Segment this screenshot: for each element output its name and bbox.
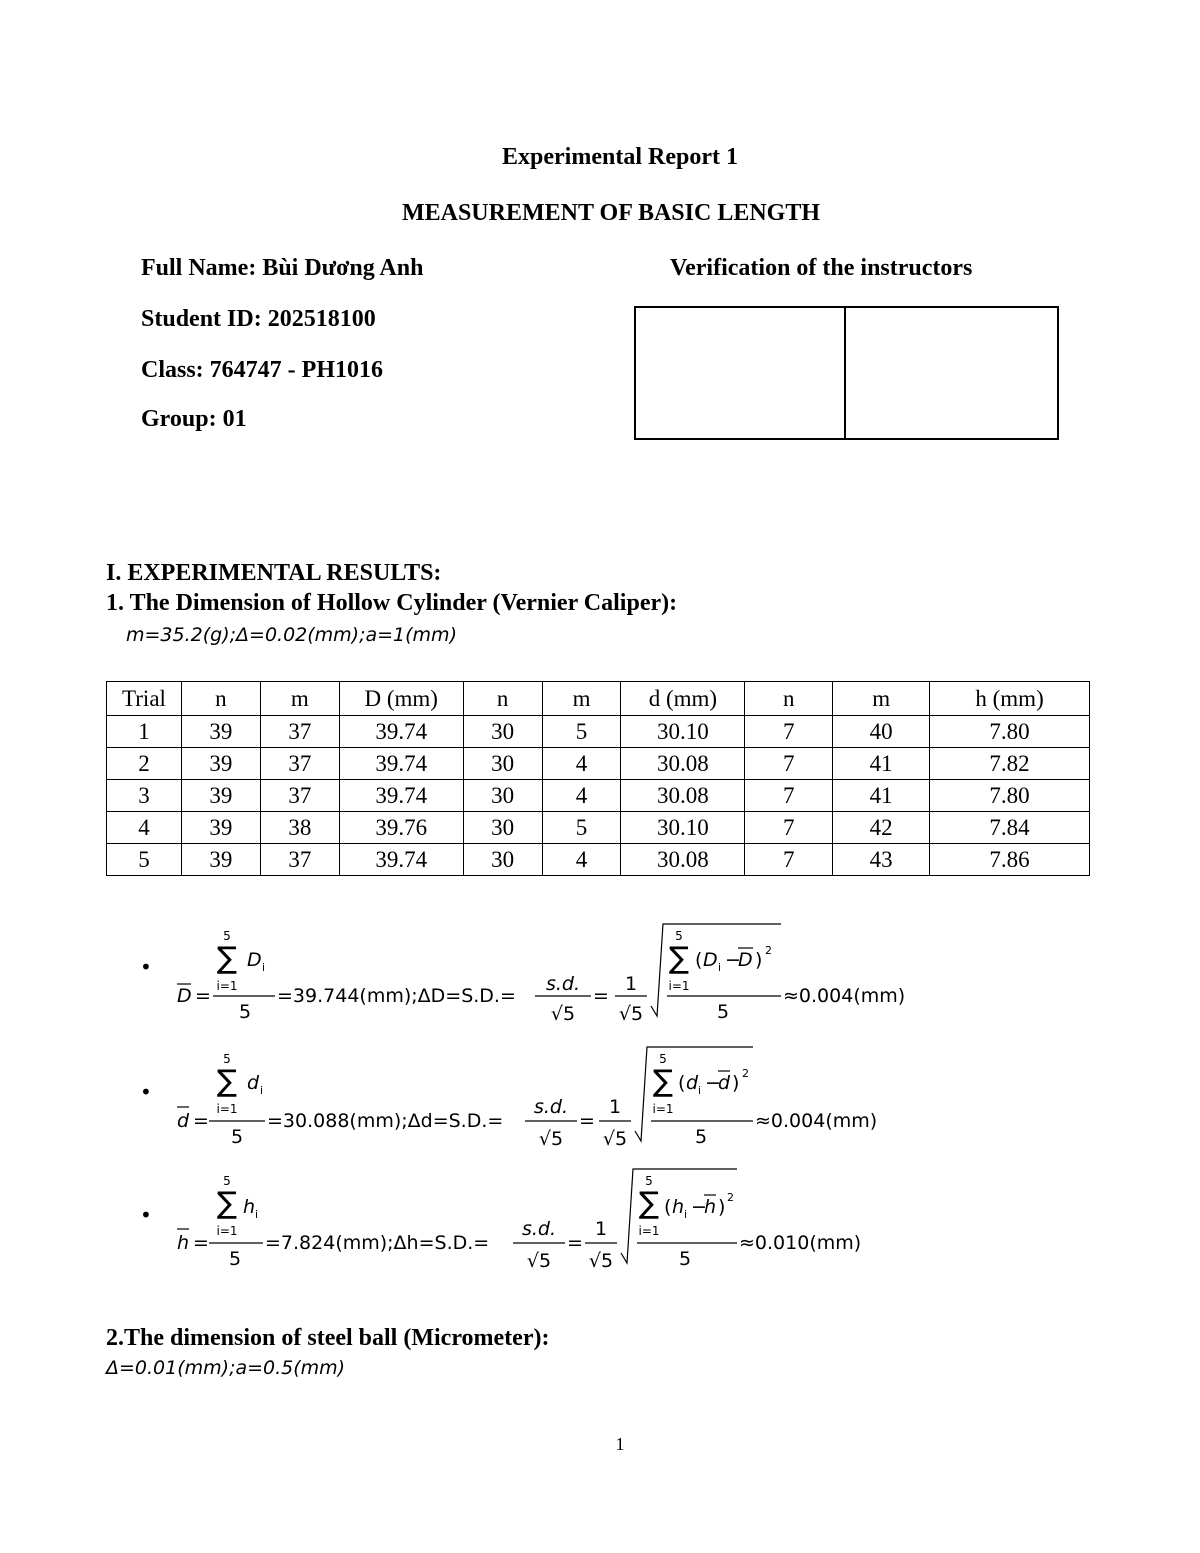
- inner-square: 2: [742, 1067, 749, 1080]
- inner-mean-var: D: [738, 949, 753, 971]
- verification-box: [634, 306, 1059, 440]
- inner-sum-sign-icon: ∑: [652, 1064, 674, 1099]
- part1-params: m=35.2(g);Δ=0.02(mm);a=1(mm): [126, 624, 457, 646]
- report-subtitle: MEASUREMENT OF BASIC LENGTH: [401, 200, 821, 226]
- table-cell: 39.74: [339, 716, 463, 748]
- header-outer-diameter: D (mm): [339, 682, 463, 716]
- inner-index: i: [684, 1208, 688, 1221]
- table-cell: 39: [181, 844, 260, 876]
- one-numerator: 1: [608, 1096, 622, 1118]
- denominator: 5: [228, 1248, 242, 1270]
- table-cell: 30: [463, 748, 542, 780]
- sqrt5-denominator: √5: [526, 1250, 552, 1272]
- table-cell: 5: [107, 844, 182, 876]
- full-name: Full Name: Bùi Dương Anh: [141, 255, 424, 281]
- header-trial: Trial: [107, 682, 182, 716]
- part2-params: Δ=0.01(mm);a=0.5(mm): [106, 1357, 346, 1379]
- sqrt5-denominator: √5: [538, 1128, 564, 1150]
- inner-paren-open: (: [678, 1072, 686, 1094]
- table-cell: 7.80: [930, 780, 1090, 812]
- table-cell: 30.08: [621, 844, 745, 876]
- table-row: [107, 748, 1090, 780]
- verification-cell-left: [636, 308, 846, 438]
- sum-bottom: i=1: [216, 1224, 238, 1238]
- mean-result: =30.088(mm);Δd=S.D.=: [267, 1110, 504, 1132]
- measurement-table: [106, 681, 1090, 876]
- sqrt5-denominator-2: √5: [602, 1128, 628, 1150]
- mean-var: D: [177, 985, 192, 1007]
- mean-result: =7.824(mm);Δh=S.D.=: [265, 1232, 490, 1254]
- student-id: Student ID: 202518100: [141, 306, 376, 332]
- equals-sign: =: [193, 1232, 209, 1254]
- sum-term-var: D: [247, 949, 262, 971]
- part1-heading: 1. The Dimension of Hollow Cylinder (Vernier Caliper):: [106, 590, 678, 616]
- table-cell: 2: [107, 748, 182, 780]
- table-cell: 39: [181, 812, 260, 844]
- table-cell: 30.10: [621, 716, 745, 748]
- sd-numerator: s.d.: [545, 973, 581, 995]
- table-cell: 4: [107, 812, 182, 844]
- sum-sign-icon: ∑: [216, 1186, 238, 1221]
- inner-minus: −: [725, 949, 741, 971]
- table-cell: 42: [833, 812, 930, 844]
- header-n-h: n: [745, 682, 833, 716]
- part2-heading: 2.The dimension of steel ball (Micrometer):: [106, 1325, 550, 1351]
- inner-square: 2: [727, 1191, 734, 1204]
- verification-label: Verification of the instructors: [670, 255, 973, 281]
- table-header-row: [107, 682, 1090, 716]
- table-cell: 30.08: [621, 780, 745, 812]
- delta-result: ≈0.004(mm): [783, 985, 906, 1007]
- sum-bottom: i=1: [216, 1102, 238, 1116]
- inner-paren-close: ): [732, 1072, 740, 1094]
- table-cell: 39.74: [339, 844, 463, 876]
- table-cell: 4: [542, 844, 621, 876]
- group-info: Group: 01: [141, 406, 247, 432]
- table-cell: 30.10: [621, 812, 745, 844]
- table-row: [107, 780, 1090, 812]
- inner-square: 2: [765, 944, 772, 957]
- table-cell: 43: [833, 844, 930, 876]
- equals-sign-2: =: [579, 1110, 595, 1132]
- table-cell: 30: [463, 780, 542, 812]
- section-heading: I. EXPERIMENTAL RESULTS:: [106, 560, 442, 586]
- inner-sum-bottom: i=1: [652, 1102, 674, 1116]
- header-m-inner: m: [542, 682, 621, 716]
- table-cell: 5: [542, 716, 621, 748]
- equals-sign-2: =: [593, 985, 609, 1007]
- inner-denominator: 5: [694, 1126, 708, 1148]
- page-number: 1: [615, 1434, 625, 1454]
- inner-var: h: [672, 1196, 685, 1218]
- header-m-d: m: [260, 682, 339, 716]
- verification-cell-right: [846, 308, 1057, 438]
- table-cell: 38: [260, 812, 339, 844]
- table-cell: 30.08: [621, 748, 745, 780]
- table-cell: 3: [107, 780, 182, 812]
- formula-height: [175, 1165, 955, 1275]
- inner-sum-bottom: i=1: [638, 1224, 660, 1238]
- table-cell: 39.74: [339, 748, 463, 780]
- sum-term-index: i: [260, 1084, 264, 1097]
- table-cell: 7: [745, 716, 833, 748]
- sqrt5-denominator-2: √5: [588, 1250, 614, 1272]
- inner-var: D: [703, 949, 718, 971]
- sum-sign-icon: ∑: [216, 1064, 238, 1099]
- table-cell: 40: [833, 716, 930, 748]
- inner-paren-open: (: [664, 1196, 672, 1218]
- table-cell: 4: [542, 748, 621, 780]
- table-cell: 39: [181, 716, 260, 748]
- table-cell: 4: [542, 780, 621, 812]
- table-cell: 7.80: [930, 716, 1090, 748]
- sqrt5-denominator-2: √5: [618, 1003, 644, 1025]
- table-cell: 7.82: [930, 748, 1090, 780]
- table-cell: 37: [260, 748, 339, 780]
- table-cell: 41: [833, 748, 930, 780]
- header-inner-diameter: d (mm): [621, 682, 745, 716]
- table-row: [107, 812, 1090, 844]
- mean-result: =39.744(mm);ΔD=S.D.=: [277, 985, 516, 1007]
- header-n-d: n: [181, 682, 260, 716]
- sum-term-index: i: [255, 1208, 259, 1221]
- table-cell: 39.76: [339, 812, 463, 844]
- table-row: [107, 844, 1090, 876]
- table-cell: 39: [181, 780, 260, 812]
- sd-numerator: s.d.: [533, 1096, 569, 1118]
- inner-mean-var: h: [704, 1196, 717, 1218]
- table-cell: 41: [833, 780, 930, 812]
- table-cell: 30: [463, 844, 542, 876]
- delta-result: ≈0.010(mm): [739, 1232, 862, 1254]
- inner-sum-bottom: i=1: [668, 979, 690, 993]
- inner-index: i: [718, 961, 722, 974]
- table-cell: 39: [181, 748, 260, 780]
- equals-sign: =: [195, 985, 211, 1007]
- table-cell: 7: [745, 812, 833, 844]
- inner-mean-var: d: [718, 1072, 731, 1094]
- inner-sum-top: 5: [675, 929, 683, 943]
- sum-top: 5: [223, 1174, 231, 1188]
- table-cell: 37: [260, 780, 339, 812]
- sum-top: 5: [223, 929, 231, 943]
- sum-sign-icon: ∑: [216, 941, 238, 976]
- inner-denominator: 5: [678, 1248, 692, 1270]
- header-m-h: m: [833, 682, 930, 716]
- table-cell: 7.84: [930, 812, 1090, 844]
- equals-sign-2: =: [567, 1232, 583, 1254]
- table-cell: 37: [260, 844, 339, 876]
- inner-paren-open: (: [695, 949, 703, 971]
- table-cell: 7: [745, 780, 833, 812]
- inner-paren-close: ): [718, 1196, 726, 1218]
- report-title: Experimental Report 1: [502, 144, 738, 170]
- sum-top: 5: [223, 1052, 231, 1066]
- sum-term-var: d: [247, 1072, 260, 1094]
- inner-minus: −: [705, 1072, 721, 1094]
- delta-result: ≈0.004(mm): [755, 1110, 878, 1132]
- one-numerator: 1: [624, 973, 638, 995]
- table-cell: 30: [463, 716, 542, 748]
- table-cell: 1: [107, 716, 182, 748]
- one-numerator: 1: [594, 1218, 608, 1240]
- table-cell: 39.74: [339, 780, 463, 812]
- table-cell: 37: [260, 716, 339, 748]
- mean-var: h: [177, 1232, 190, 1254]
- table-cell: 7: [745, 844, 833, 876]
- inner-sum-top: 5: [645, 1174, 653, 1188]
- formula-d-outer: [175, 920, 955, 1030]
- inner-paren-close: ): [755, 949, 763, 971]
- denominator: 5: [238, 1001, 252, 1023]
- table-cell: 5: [542, 812, 621, 844]
- sqrt5-denominator: √5: [550, 1003, 576, 1025]
- table-cell: 30: [463, 812, 542, 844]
- header-height: h (mm): [930, 682, 1090, 716]
- inner-sum-sign-icon: ∑: [638, 1186, 660, 1221]
- inner-var: d: [686, 1072, 699, 1094]
- equals-sign: =: [193, 1110, 209, 1132]
- formula-d-inner: [175, 1043, 955, 1153]
- class-info: Class: 764747 - PH1016: [141, 357, 383, 383]
- sum-term-var: h: [243, 1196, 256, 1218]
- inner-index: i: [698, 1084, 702, 1097]
- inner-sum-sign-icon: ∑: [668, 941, 690, 976]
- inner-denominator: 5: [716, 1001, 730, 1023]
- bullet-3: •: [140, 1203, 152, 1227]
- bullet-2: •: [140, 1080, 152, 1104]
- table-cell: 7: [745, 748, 833, 780]
- sum-term-index: i: [262, 961, 266, 974]
- table-cell: 7.86: [930, 844, 1090, 876]
- bullet-1: •: [140, 955, 152, 979]
- inner-minus: −: [691, 1196, 707, 1218]
- denominator: 5: [230, 1126, 244, 1148]
- table-row: [107, 716, 1090, 748]
- header-n-inner: n: [463, 682, 542, 716]
- sd-numerator: s.d.: [521, 1218, 557, 1240]
- inner-sum-top: 5: [659, 1052, 667, 1066]
- sum-bottom: i=1: [216, 979, 238, 993]
- mean-var: d: [177, 1110, 190, 1132]
